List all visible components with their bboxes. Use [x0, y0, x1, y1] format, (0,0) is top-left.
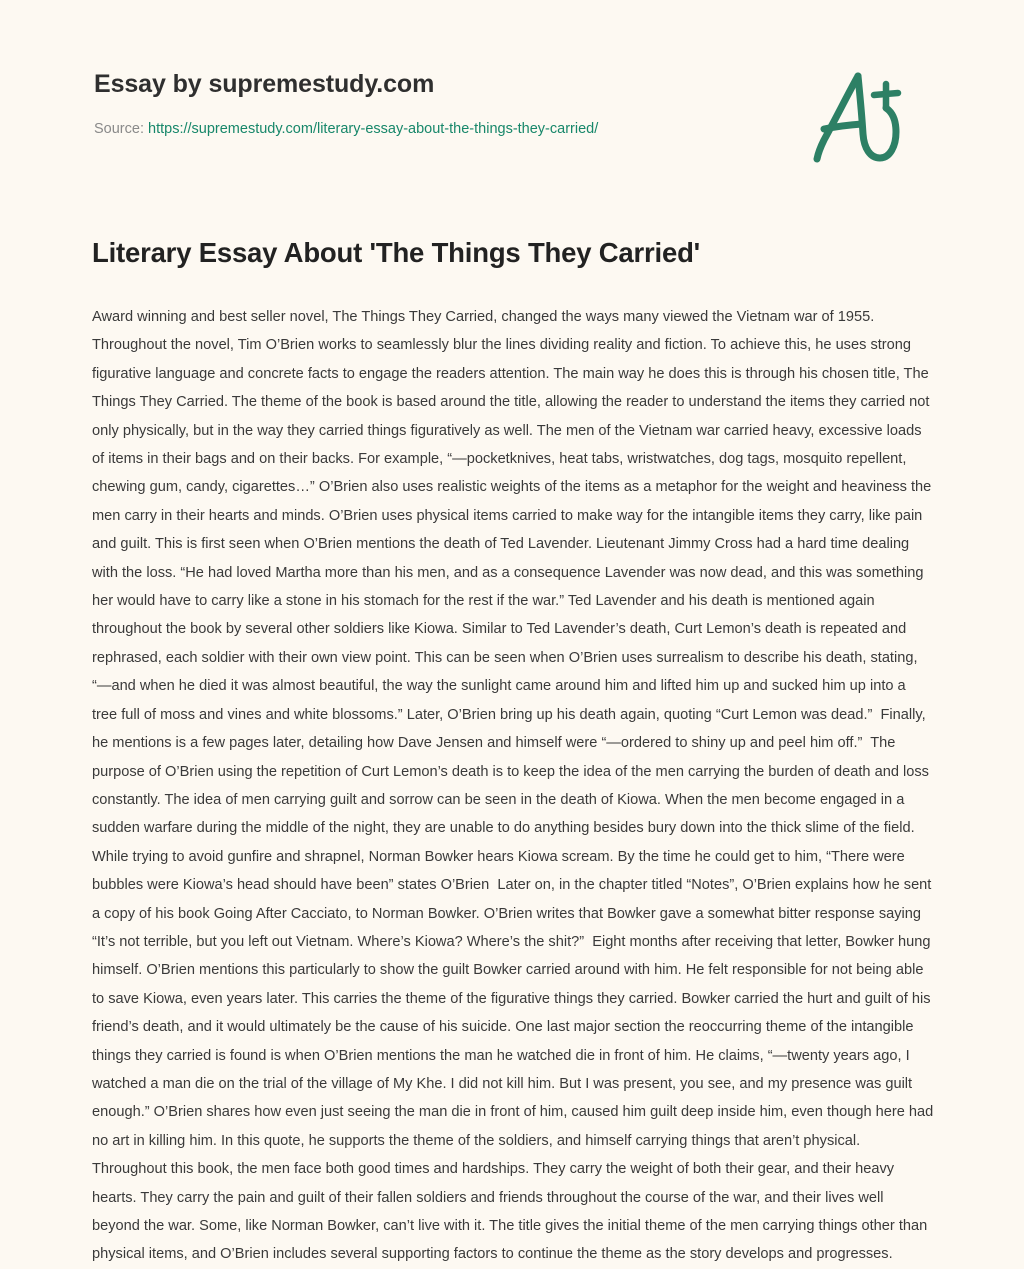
site-title: Essay by supremestudy.com — [94, 70, 435, 98]
page-header — [0, 0, 1024, 200]
source-url-link[interactable]: https://supremestudy.com/literary-essay-about-the-things-they-carried/ — [148, 121, 599, 137]
article-body — [92, 303, 938, 1269]
article — [92, 236, 938, 1269]
a-plus-logo-icon[interactable] — [800, 66, 910, 171]
source-label: Source: — [94, 121, 144, 137]
source-line — [94, 121, 598, 137]
article-paragraph: Award winning and best seller novel, The Things They Carried, changed the ways many viewed the Vietnam war of 1955. Throughout the novel, Tim O’Brien works to seamlessly blur the lines dividing reality and fiction. To achieve this, he uses strong figurative language and concrete facts to engage the readers attention. The main way he does this is through his chosen title, The Things They Carried. The theme of the book is based around the title, allowing the reader to understand the items they carried not only physically, but in the way they carried things figuratively as well. The men of the Vietnam war carried heavy, excessive loads of items in their bags and on their backs. For example, “—pocketknives, heat tabs, wristwatches, dog tags, mosquito repellent, chewing gum, candy, cigarettes…” O’Brien also uses realistic weights of the items as a metaphor for the weight and heaviness the men carry in their hearts and minds. O’Brien uses physical items carried to make way for the intangible items they carry, like pain and guilt. This is first seen when O’Brien mentions the death of Ted Lavender. Lieutenant Jimmy Cross had a hard time dealing with the loss. “He had loved Martha more than his men, and as a consequence Lavender was now dead, and this was something her would have to carry like a stone in his stomach for the rest if the war.” Ted Lavender and his death is mentioned again throughout the book by several other soldiers like Kiowa. Similar to Ted Lavender’s death, Curt Lemon’s death is repeated and rephrased, each soldier with their own view point. This can be seen when O’Brien uses surrealism to describe his death, stating, “—and when he died it was almost beautiful, the way the sunlight came around him and lifted him up and sucked him up into a tree full of moss and vines and white blossoms.” Later, O’Brien bring up his death again, quoting “Curt Lemon was dead.” Finally, he mentions is a few pages later, detailing how Dave Jensen and himself were “—ordered to shiny up and peel him off.” The purpose of O’Brien using the repetition of Curt Lemon’s death is to keep the idea of the men carrying the burden of death and loss constantly. The idea of men carrying guilt and sorrow can be seen in the death of Kiowa. When the men become engaged in a sudden warfare during the middle of the night, they are unable to do anything besides bury down into the thick slime of the field. While trying to avoid gunfire and shrapnel, Norman Bowker hears Kiowa scream. By the time he could get to him, “There were bubbles were Kiowa’s head should have been” states O’Brien Later on, in the chapter titled “Notes”, O’Brien explains how he sent a copy of his book Going After Cacciato, to Norman Bowker. O’Brien writes that Bowker gave a somewhat bitter response saying “It’s not terrible, but you left out Vietnam. Where’s Kiowa? Where’s the shit?” Eight months after receiving that letter, Bowker hung himself. O’Brien mentions this particularly to show the guilt Bowker carried around with him. He felt responsible for not being able to save Kiowa, even years later. This carries the theme of the figurative things they carried. Bowker carried the hurt and guilt of his friend’s death, and it would ultimately be the cause of his suicide. One last major section the reoccurring theme of the intangible things they carried is found is when O’Brien mentions the man he watched die in front of him. He claims, “—twenty years ago, I watched a man die on the trial of the village of My Khe. I did not kill him. But I was present, you see, and my presence was guilt enough.” O’Brien shares how even just seeing the man die in front of him, caused him guilt deep inside him, even though here had no art in killing him. In this quote, he supports the theme of the soldiers, and himself carrying things that aren’t physical. Throughout this book, the men face both good times and hardships. They carry the weight of both their gear, and their heavy hearts. They carry the pain and guilt of their fallen soldiers and friends throughout the course of the war, and their lives well beyond the war. Some, like Norman Bowker, can’t live with it. The title gives the initial theme of the men carrying things other than physical items, and O’Brien includes several supporting factors to continue the theme as the story develops and progresses. — [92, 309, 938, 1263]
page-title: Literary Essay About 'The Things They Carried' — [92, 237, 701, 268]
